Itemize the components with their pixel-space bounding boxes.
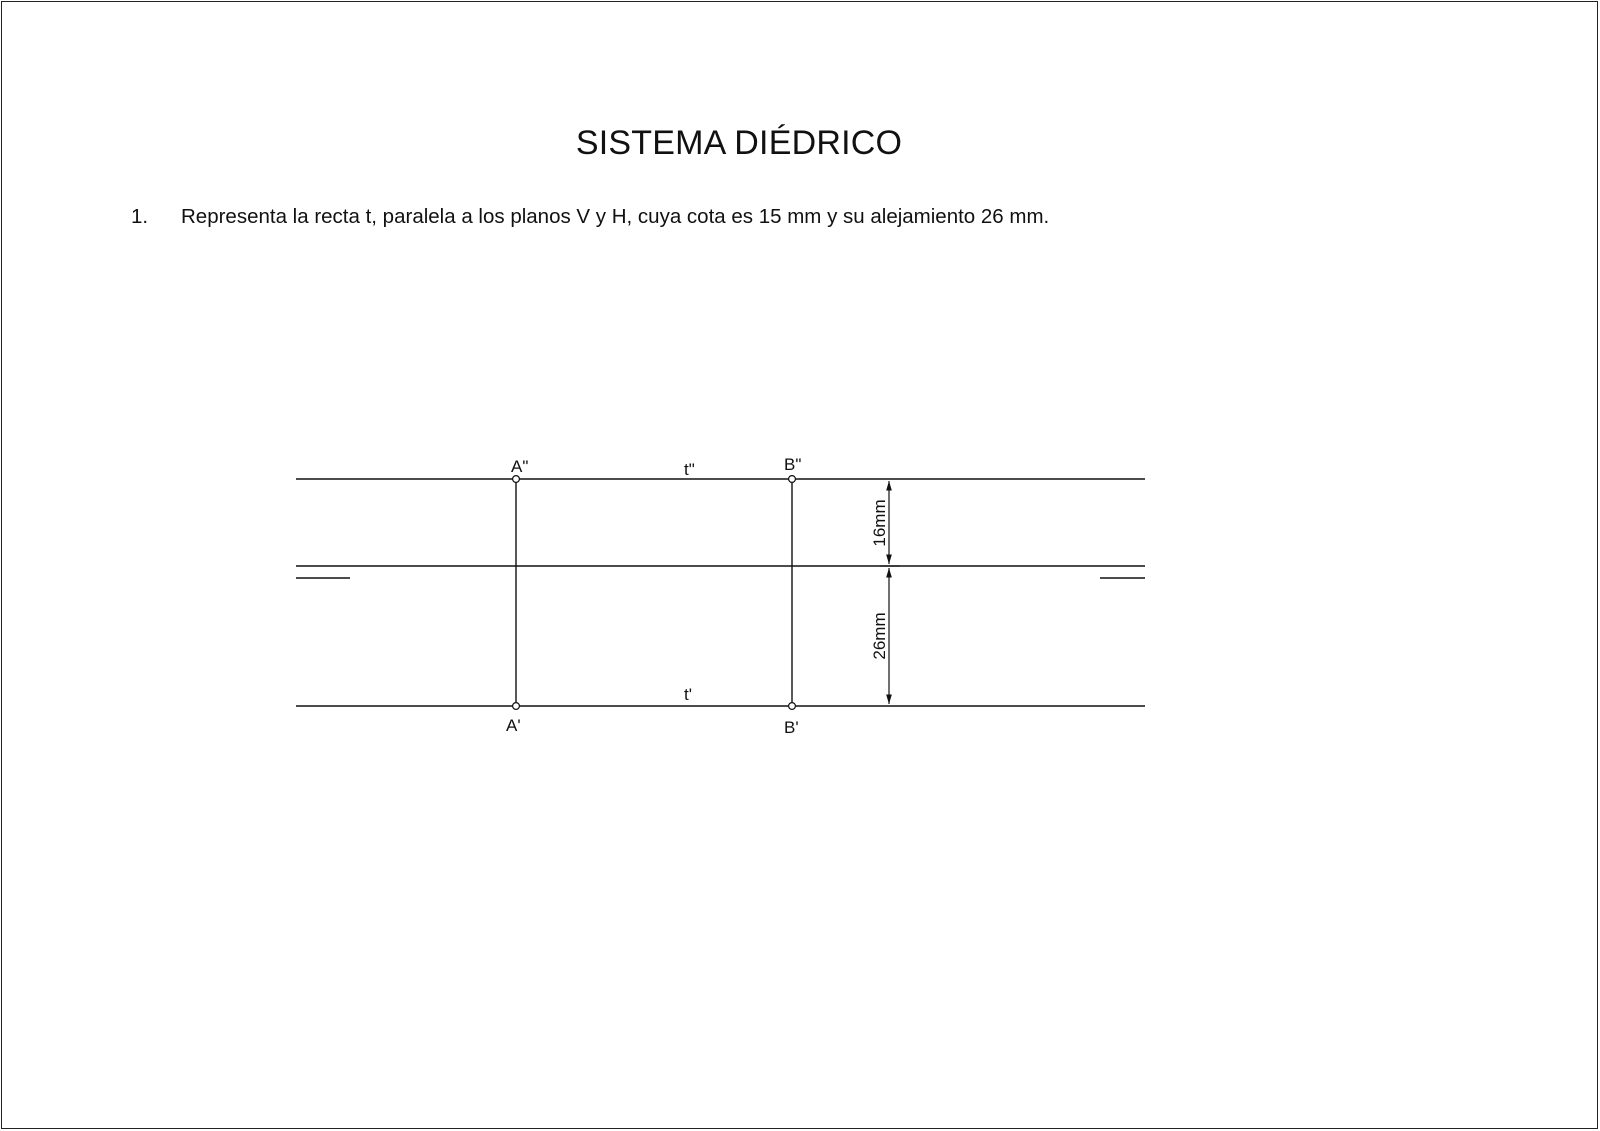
dimension-label-alejamiento: 26mm [870,612,889,660]
label-a-vertical: A" [511,457,529,476]
point-b-horizontal [789,703,796,710]
exercise-number: 1. [131,205,149,228]
page-title: SISTEMA DIÉDRICO [575,124,903,162]
label-a-horizontal: A' [506,716,521,735]
label-b-horizontal: B' [784,718,799,737]
point-a-horizontal [513,703,520,710]
label-t-horizontal: t' [684,685,692,704]
label-b-vertical: B" [784,455,802,474]
point-b-vertical [789,476,796,483]
point-a-vertical [513,476,520,483]
label-t-vertical: t" [684,460,695,479]
dimension-label-cota: 16mm [870,499,889,547]
exercise-text: Representa la recta t, paralela a los planos V y H, cuya cota es 15 mm y su alejamiento 26 mm. [181,205,1050,228]
